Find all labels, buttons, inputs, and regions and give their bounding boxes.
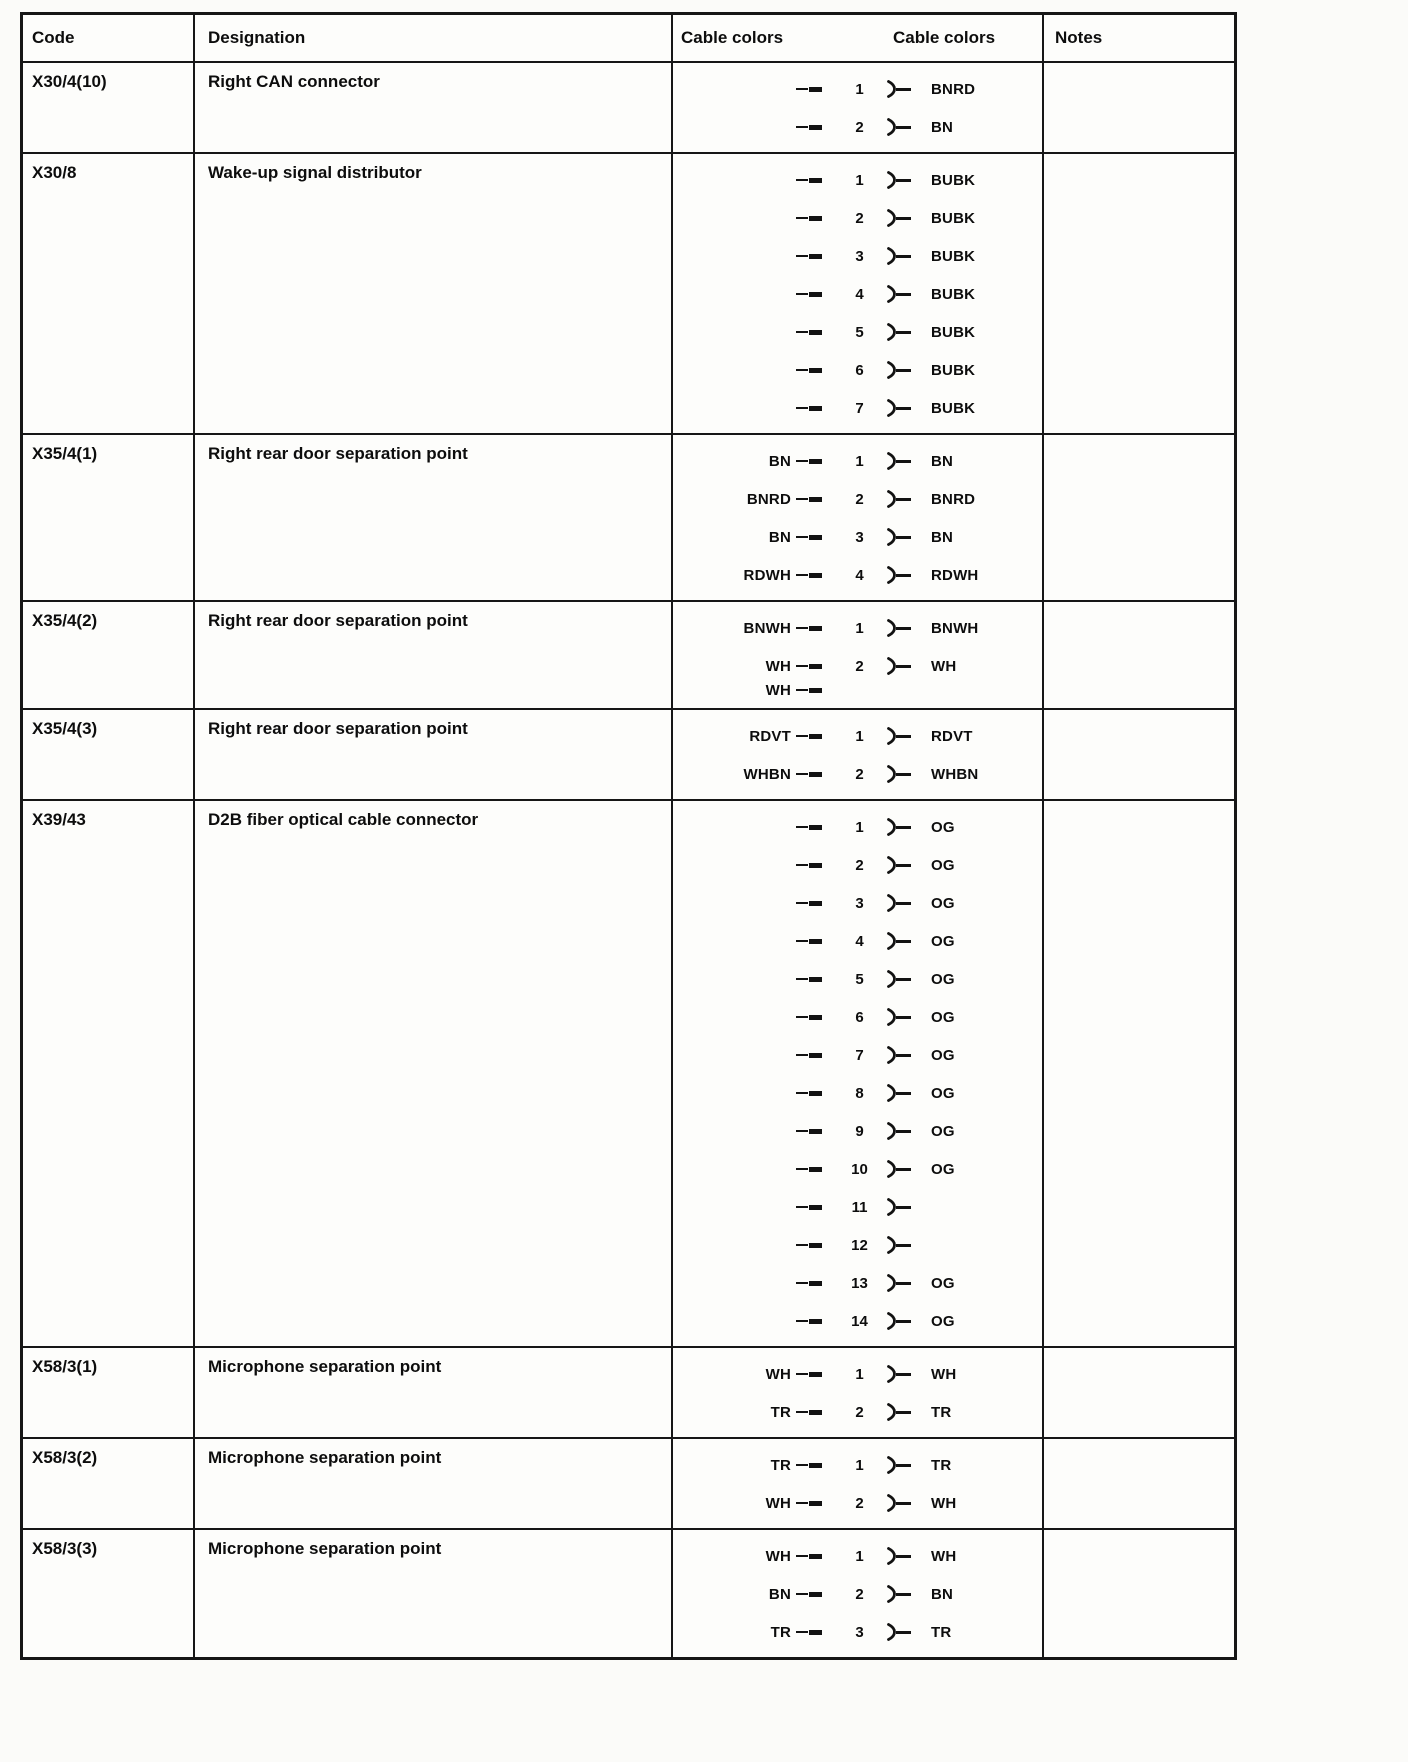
code-label: X58/3(3)	[32, 1539, 98, 1558]
pin-number: 13	[851, 1274, 868, 1292]
code-header-label: Code	[32, 28, 75, 47]
pin-line	[673, 1074, 1042, 1112]
connector-socket-icon	[886, 1547, 931, 1565]
cable-colors-cell	[673, 154, 1044, 433]
connector-socket-icon	[886, 1403, 931, 1421]
pin-line	[673, 609, 1042, 647]
connector-socket-icon	[886, 657, 931, 675]
pin-number: 2	[855, 118, 864, 136]
wire-dash-icon	[791, 125, 833, 130]
pin-line	[673, 884, 1042, 922]
pin-number: 7	[855, 1046, 864, 1064]
notes-cell	[1044, 435, 1234, 600]
pin-line	[673, 1537, 1042, 1575]
right-cable-color-label: BN	[931, 528, 954, 546]
column-header-cable-colors	[673, 15, 1044, 61]
wire-dash-icon	[791, 1554, 833, 1559]
connector-socket-icon	[886, 727, 931, 745]
pin-line	[673, 1264, 1042, 1302]
pin-line	[673, 998, 1042, 1036]
pin-line	[673, 717, 1042, 755]
wire-dash-icon	[791, 1630, 833, 1635]
right-cable-color-label: BUBK	[931, 361, 976, 379]
pin-number: 1	[855, 818, 864, 836]
connector-socket-icon	[886, 209, 931, 227]
right-cable-color-label: WH	[931, 1365, 957, 1383]
left-cable-color-label: BNWH	[743, 619, 791, 637]
notes-cell	[1044, 1530, 1234, 1657]
pin-number: 11	[851, 1198, 868, 1216]
left-cable-color-label: WHBN	[743, 765, 791, 783]
connector-socket-icon	[886, 818, 931, 836]
column-header-designation	[195, 15, 673, 61]
pin-number: 2	[855, 856, 864, 874]
designation-label: Microphone separation point	[208, 1539, 442, 1558]
notes-cell	[1044, 1439, 1234, 1528]
connector-socket-icon	[886, 1365, 931, 1383]
right-cable-color-label: BUBK	[931, 247, 976, 265]
right-cable-color-label: BUBK	[931, 209, 976, 227]
designation-label: Right rear door separation point	[208, 444, 468, 463]
wire-dash-icon	[791, 1592, 833, 1597]
wire-dash-icon	[791, 1281, 833, 1286]
wire-dash-icon	[791, 535, 833, 540]
connector-row	[23, 1439, 1234, 1530]
connector-row	[23, 435, 1234, 602]
right-cable-color-label: BUBK	[931, 323, 976, 341]
connector-row	[23, 710, 1234, 801]
wire-dash-icon	[791, 1243, 833, 1248]
code-label: X35/4(3)	[32, 719, 98, 738]
code-label: X30/4(10)	[32, 72, 107, 91]
pin-number: 10	[851, 1160, 868, 1178]
pin-number: 6	[855, 1008, 864, 1026]
connector-socket-icon	[886, 765, 931, 783]
table-body	[23, 63, 1234, 1657]
connector-socket-icon	[886, 1236, 931, 1254]
wire-dash-icon	[791, 459, 833, 464]
designation-label: Right rear door separation point	[208, 719, 468, 738]
connector-socket-icon	[886, 1312, 931, 1330]
right-cable-color-label: OG	[931, 1084, 955, 1102]
left-cable-color-label: WH	[765, 1547, 791, 1565]
designation-cell	[195, 801, 673, 1346]
connector-socket-icon	[886, 399, 931, 417]
pin-line	[673, 1112, 1042, 1150]
cable-colors-cell	[673, 602, 1044, 708]
pin-number: 12	[851, 1236, 868, 1254]
designation-label: Microphone separation point	[208, 1448, 442, 1467]
designation-label: Wake-up signal distributor	[208, 163, 422, 182]
wire-dash-icon	[791, 664, 833, 669]
pin-number: 14	[851, 1312, 868, 1330]
pin-line	[673, 108, 1042, 146]
right-cable-color-label: WH	[931, 1547, 957, 1565]
designation-cell	[195, 1348, 673, 1437]
wire-dash-icon	[791, 1372, 833, 1377]
wire-dash-icon	[791, 1129, 833, 1134]
notes-cell	[1044, 1348, 1234, 1437]
pin-line	[673, 351, 1042, 389]
connector-pin-table	[20, 12, 1237, 1660]
pin-line	[673, 1036, 1042, 1074]
wire-dash-icon	[791, 901, 833, 906]
notes-cell	[1044, 710, 1234, 799]
wire-dash-icon	[791, 497, 833, 502]
pin-line	[673, 1355, 1042, 1393]
left-cable-color-label: WH	[765, 681, 791, 699]
notes-cell	[1044, 602, 1234, 708]
designation-header-label: Designation	[208, 28, 306, 47]
wire-dash-icon	[791, 1091, 833, 1096]
code-label: X58/3(1)	[32, 1357, 98, 1376]
designation-cell	[195, 710, 673, 799]
pin-number: 1	[855, 1365, 864, 1383]
notes-header-label: Notes	[1055, 28, 1103, 47]
wire-dash-icon	[791, 734, 833, 739]
right-cable-color-label: BNRD	[931, 490, 976, 508]
pin-line	[673, 1188, 1042, 1226]
connector-socket-icon	[886, 361, 931, 379]
pin-number: 1	[855, 619, 864, 637]
left-cable-color-label: TR	[770, 1403, 791, 1421]
right-cable-color-label: BNWH	[931, 619, 979, 637]
right-cable-color-label: OG	[931, 1122, 955, 1140]
column-header-code	[23, 15, 195, 61]
designation-cell	[195, 1530, 673, 1657]
pin-line	[673, 275, 1042, 313]
pin-line	[673, 1484, 1042, 1522]
pin-number: 1	[855, 1456, 864, 1474]
pin-line	[673, 808, 1042, 846]
wire-dash-icon	[791, 1205, 833, 1210]
left-cable-color-label: BN	[768, 1585, 791, 1603]
connector-socket-icon	[886, 1623, 931, 1641]
left-cable-color-label: BNRD	[746, 490, 791, 508]
wire-dash-icon	[791, 292, 833, 297]
pin-number: 7	[855, 399, 864, 417]
pin-number: 1	[855, 80, 864, 98]
right-cable-color-label: OG	[931, 1160, 955, 1178]
pin-number: 6	[855, 361, 864, 379]
code-cell	[23, 1530, 195, 1657]
pin-line	[673, 161, 1042, 199]
right-cable-color-label: OG	[931, 1046, 955, 1064]
connector-socket-icon	[886, 856, 931, 874]
cable-colors-cell	[673, 1439, 1044, 1528]
pin-line	[673, 1150, 1042, 1188]
notes-cell	[1044, 63, 1234, 152]
wire-dash-icon	[791, 330, 833, 335]
connector-socket-icon	[886, 285, 931, 303]
pin-line	[673, 313, 1042, 351]
connector-socket-icon	[886, 566, 931, 584]
pin-number: 1	[855, 171, 864, 189]
wire-dash-icon	[791, 1319, 833, 1324]
right-cable-color-label: BN	[931, 1585, 954, 1603]
pin-number: 1	[855, 727, 864, 745]
left-cable-color-label: RDVT	[749, 727, 791, 745]
wire-dash-icon	[791, 368, 833, 373]
cable-colors-cell	[673, 63, 1044, 152]
left-cable-color-label: BN	[768, 528, 791, 546]
left-cable-color-label: TR	[770, 1623, 791, 1641]
designation-label: Right rear door separation point	[208, 611, 468, 630]
wire-dash-icon	[791, 254, 833, 259]
connector-socket-icon	[886, 247, 931, 265]
wire-dash-icon	[791, 772, 833, 777]
notes-cell	[1044, 801, 1234, 1346]
pin-line	[673, 846, 1042, 884]
wire-dash-icon	[791, 939, 833, 944]
code-label: X35/4(2)	[32, 611, 98, 630]
pin-line	[673, 199, 1042, 237]
pin-line	[673, 237, 1042, 275]
right-cable-color-label: BNRD	[931, 80, 976, 98]
connector-socket-icon	[886, 1494, 931, 1512]
wire-dash-icon	[791, 1053, 833, 1058]
connector-row	[23, 1530, 1234, 1657]
connector-socket-icon	[886, 1046, 931, 1064]
right-cable-color-label: WHBN	[931, 765, 979, 783]
pin-line	[673, 1446, 1042, 1484]
pin-line	[673, 960, 1042, 998]
wire-dash-icon	[791, 1015, 833, 1020]
right-cable-color-label: BUBK	[931, 399, 976, 417]
wire-dash-icon	[791, 406, 833, 411]
code-cell	[23, 154, 195, 433]
code-cell	[23, 1348, 195, 1437]
pin-number: 4	[855, 285, 864, 303]
right-cable-color-label: OG	[931, 856, 955, 874]
right-cable-color-label: BN	[931, 452, 954, 470]
code-cell	[23, 710, 195, 799]
left-cable-color-label: BN	[768, 452, 791, 470]
connector-socket-icon	[886, 1084, 931, 1102]
pin-number: 2	[855, 1494, 864, 1512]
code-label: X58/3(2)	[32, 1448, 98, 1467]
pin-line	[673, 1393, 1042, 1431]
designation-cell	[195, 154, 673, 433]
connector-row	[23, 154, 1234, 435]
connector-row	[23, 801, 1234, 1348]
pin-number: 2	[855, 490, 864, 508]
wire-dash-icon	[791, 573, 833, 578]
right-cable-color-label: WH	[931, 1494, 957, 1512]
code-cell	[23, 1439, 195, 1528]
wire-dash-icon	[791, 216, 833, 221]
left-cable-color-label: WH	[765, 1365, 791, 1383]
table-header-row	[23, 15, 1234, 63]
left-cable-color-label: WH	[765, 657, 791, 675]
cable-colors-cell	[673, 710, 1044, 799]
connector-socket-icon	[886, 1585, 931, 1603]
right-cable-color-label: BUBK	[931, 171, 976, 189]
connector-row	[23, 1348, 1234, 1439]
pin-line	[673, 1226, 1042, 1264]
code-cell	[23, 602, 195, 708]
right-cable-color-label: OG	[931, 970, 955, 988]
designation-cell	[195, 1439, 673, 1528]
connector-socket-icon	[886, 1160, 931, 1178]
designation-cell	[195, 435, 673, 600]
wire-dash-icon	[791, 1167, 833, 1172]
pin-number: 5	[855, 323, 864, 341]
wire-dash-icon	[791, 825, 833, 830]
cable-colors-cell	[673, 801, 1044, 1346]
pin-line	[673, 922, 1042, 960]
right-cable-color-label: BUBK	[931, 285, 976, 303]
cable-colors-cell	[673, 1530, 1044, 1657]
wire-dash-icon	[791, 87, 833, 92]
connector-socket-icon	[886, 619, 931, 637]
wire-dash-icon	[791, 1501, 833, 1506]
wire-dash-icon	[791, 688, 833, 693]
pin-number: 3	[855, 247, 864, 265]
pin-line	[673, 389, 1042, 427]
designation-cell	[195, 63, 673, 152]
connector-socket-icon	[886, 80, 931, 98]
connector-socket-icon	[886, 894, 931, 912]
right-cable-color-label: OG	[931, 1312, 955, 1330]
code-label: X30/8	[32, 163, 77, 182]
connector-socket-icon	[886, 323, 931, 341]
pin-number: 1	[855, 452, 864, 470]
left-cable-color-label: RDWH	[743, 566, 791, 584]
cable-colors-left-header-label: Cable colors	[681, 28, 784, 47]
connector-socket-icon	[886, 528, 931, 546]
code-label: X39/43	[32, 810, 86, 829]
pin-number: 3	[855, 1623, 864, 1641]
wire-dash-icon	[791, 626, 833, 631]
right-cable-color-label: TR	[931, 1456, 952, 1474]
wire-dash-icon	[791, 178, 833, 183]
designation-label: D2B fiber optical cable connector	[208, 810, 479, 829]
connector-socket-icon	[886, 171, 931, 189]
right-cable-color-label: OG	[931, 1274, 955, 1292]
connector-socket-icon	[886, 1122, 931, 1140]
connector-row	[23, 602, 1234, 710]
left-cable-color-label: WH	[765, 1494, 791, 1512]
pin-line	[673, 480, 1042, 518]
pin-line	[673, 442, 1042, 480]
right-cable-color-label: BN	[931, 118, 954, 136]
right-cable-color-label: RDWH	[931, 566, 979, 584]
pin-number: 1	[855, 1547, 864, 1565]
pin-number: 2	[855, 1585, 864, 1603]
column-header-notes	[1044, 15, 1234, 61]
designation-label: Microphone separation point	[208, 1357, 442, 1376]
cable-colors-cell	[673, 1348, 1044, 1437]
wire-dash-icon	[791, 977, 833, 982]
right-cable-color-label: OG	[931, 894, 955, 912]
connector-socket-icon	[886, 1198, 931, 1216]
wire-dash-icon	[791, 1463, 833, 1468]
connector-row	[23, 63, 1234, 154]
pin-number: 3	[855, 894, 864, 912]
pin-line	[673, 678, 1042, 702]
pin-number: 8	[855, 1084, 864, 1102]
pin-number: 9	[855, 1122, 864, 1140]
wire-dash-icon	[791, 863, 833, 868]
wire-dash-icon	[791, 1410, 833, 1415]
pin-number: 4	[855, 566, 864, 584]
connector-socket-icon	[886, 932, 931, 950]
connector-socket-icon	[886, 1274, 931, 1292]
pin-line	[673, 1302, 1042, 1340]
right-cable-color-label: OG	[931, 932, 955, 950]
designation-cell	[195, 602, 673, 708]
connector-socket-icon	[886, 118, 931, 136]
pin-number: 4	[855, 932, 864, 950]
connector-socket-icon	[886, 452, 931, 470]
code-cell	[23, 801, 195, 1346]
pin-number: 3	[855, 528, 864, 546]
connector-socket-icon	[886, 490, 931, 508]
right-cable-color-label: RDVT	[931, 727, 973, 745]
connector-socket-icon	[886, 970, 931, 988]
pin-number: 2	[855, 209, 864, 227]
left-cable-color-label: TR	[770, 1456, 791, 1474]
right-cable-color-label: OG	[931, 818, 955, 836]
pin-number: 5	[855, 970, 864, 988]
connector-socket-icon	[886, 1456, 931, 1474]
connector-socket-icon	[886, 1008, 931, 1026]
designation-label: Right CAN connector	[208, 72, 380, 91]
pin-line	[673, 1613, 1042, 1651]
pin-line	[673, 556, 1042, 594]
pin-number: 2	[855, 657, 864, 675]
pin-line	[673, 755, 1042, 793]
pin-line	[673, 1575, 1042, 1613]
code-label: X35/4(1)	[32, 444, 98, 463]
right-cable-color-label: TR	[931, 1403, 952, 1421]
pin-number: 2	[855, 1403, 864, 1421]
cable-colors-right-header-label: Cable colors	[893, 28, 996, 47]
right-cable-color-label: OG	[931, 1008, 955, 1026]
right-cable-color-label: TR	[931, 1623, 952, 1641]
code-cell	[23, 63, 195, 152]
pin-line	[673, 518, 1042, 556]
cable-colors-cell	[673, 435, 1044, 600]
pin-line	[673, 70, 1042, 108]
pin-number: 2	[855, 765, 864, 783]
notes-cell	[1044, 154, 1234, 433]
right-cable-color-label: WH	[931, 657, 957, 675]
code-cell	[23, 435, 195, 600]
